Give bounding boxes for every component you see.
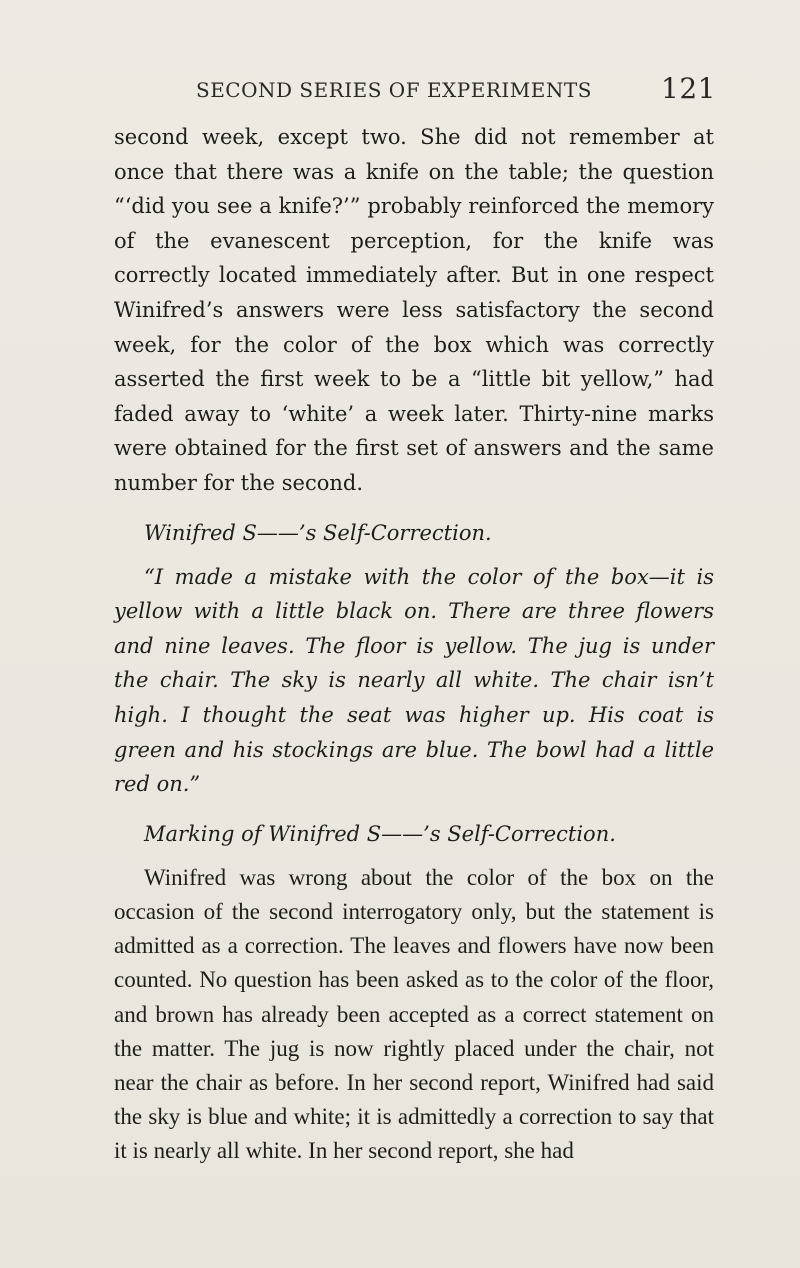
- paragraph-knife-and-box: second week, except two. She did not remember at once that there was a knife on the table; the question “‘did you see a knife?’” probably reinforced the memory of the evanescent perception, for the knife was correctly located immediately after. But in one respect Winifred’s answers were less satisfactory the second week, for the color of the box which was correctly asserted the first week to be a “little bit yellow,” had faded away to ‘white’ a week later. Thirty-nine marks were obtained for the first set of answers and the same number for the second.: [114, 125, 714, 495]
- paragraph-marking: Winifred was wrong about the color of the box on the occasion of the second interrogatory only, but the statement is admitted as a correction. The leaves and flowers have now been counted. No question has been asked as to the color of the floor, and brown has already been accepted as a correct statement on the matter. The jug is now rightly placed under the chair, not near the chair as before. In her second report, Winifred had said the sky is blue and white; it is admittedly a correction to say that it is nearly all white. In her second report, she had: [114, 864, 714, 1164]
- page-body: [114, 120, 714, 1169]
- quoted-self-correction: “I made a mistake with the color of the box—it is yellow with a little black on. There are three flowers and nine leaves. The floor is yellow. The jug is under the chair. The sky is nearly all white. The chair isn’t high. I thought the seat was higher up. His coat is green and his stockings are blue. The bowl had a little red on.”: [114, 564, 714, 797]
- section-heading-self-correction: Winifred S——’s Self-Correction.: [144, 520, 492, 545]
- running-head-title: SECOND SERIES OF EXPERIMENTS: [196, 78, 592, 102]
- page-number: 121: [661, 72, 716, 105]
- running-head: [196, 72, 716, 108]
- section-heading-marking: Marking of Winifred S——’s Self-Correction.: [144, 821, 616, 846]
